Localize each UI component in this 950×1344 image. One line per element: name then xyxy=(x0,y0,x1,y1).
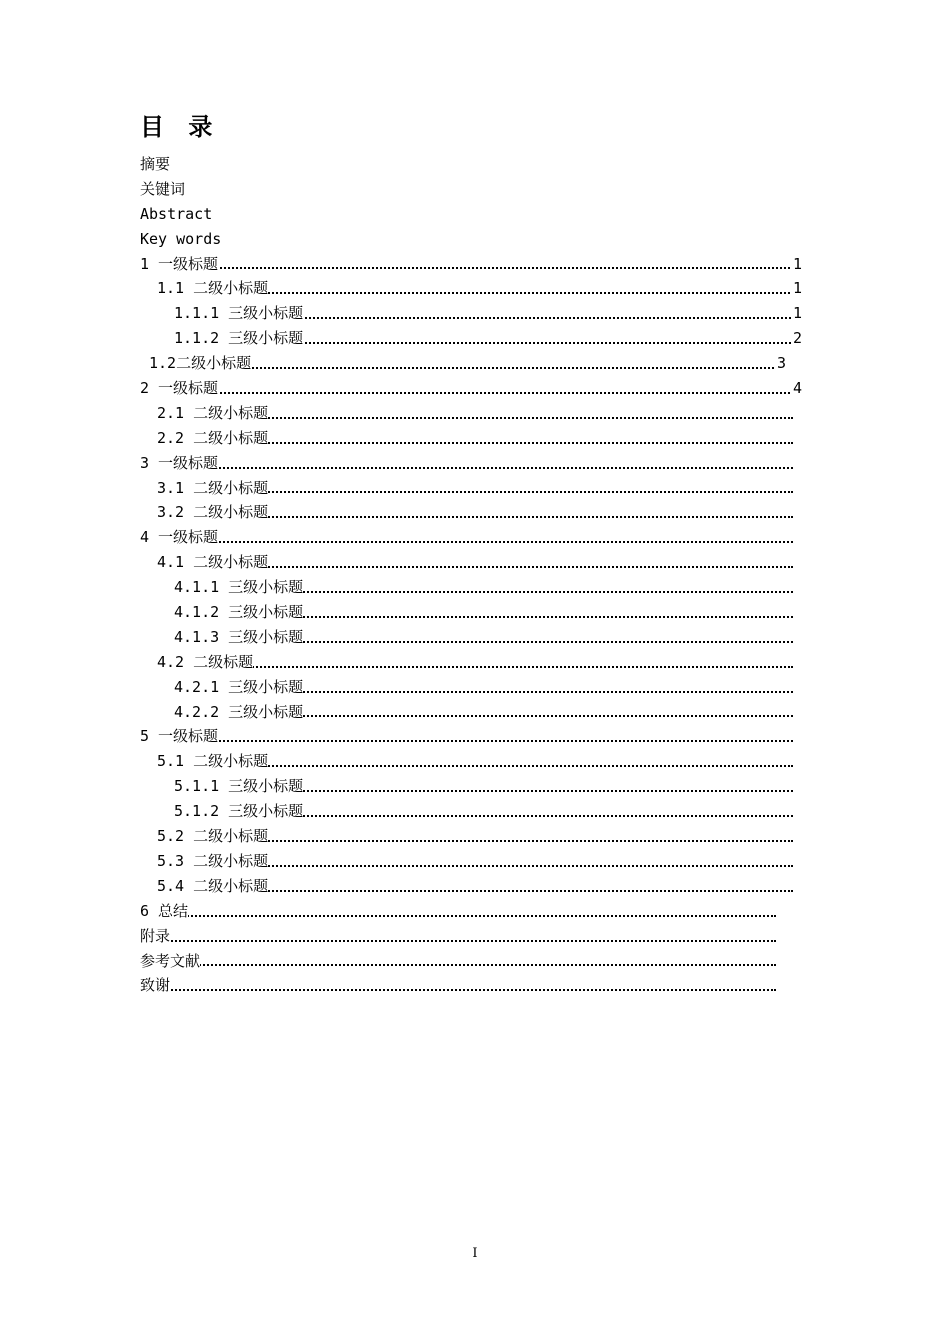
toc-entry-appendix[interactable] xyxy=(140,924,776,949)
toc-entry-1-2[interactable] xyxy=(140,351,786,376)
toc-entry-2[interactable] xyxy=(140,376,802,401)
toc-entry-1-1-1[interactable] xyxy=(140,301,802,326)
toc-entry-label: 1 一级标题 xyxy=(140,254,219,273)
toc-entry-label: 4 一级标题 xyxy=(140,528,219,547)
toc-entry-1-1-2[interactable] xyxy=(140,326,802,351)
toc-entry-label: 4.2.2 三级小标题 xyxy=(174,702,304,721)
toc-entry-2-1[interactable] xyxy=(140,401,793,426)
toc-page-number: 2 xyxy=(792,326,802,351)
toc-entry-label: 4.1.1 三级小标题 xyxy=(174,578,304,597)
toc-entry-label: 1.1.2 三级小标题 xyxy=(174,329,304,348)
toc-entry-keywords-en[interactable] xyxy=(140,227,820,252)
toc-entry-label: 5.3 二级小标题 xyxy=(157,851,269,870)
toc-entry-label: Abstract xyxy=(140,204,213,223)
toc-entry-label: 5.2 二级小标题 xyxy=(157,827,269,846)
toc-entry-6[interactable] xyxy=(140,899,776,924)
toc-entry-label: 关键词 xyxy=(140,179,186,198)
dot-leader xyxy=(140,740,793,742)
dot-leader xyxy=(140,940,776,942)
dot-leader xyxy=(140,915,776,917)
toc-entry-label: 2.1 二级小标题 xyxy=(157,403,269,422)
toc-entry-label: 2.2 二级小标题 xyxy=(157,428,269,447)
toc-entry-label: 3 一级标题 xyxy=(140,453,219,472)
toc-entry-label: Key words xyxy=(140,229,222,248)
toc-entry-references[interactable] xyxy=(140,949,776,974)
toc-entry-label: 摘要 xyxy=(140,155,171,173)
toc-entry-3[interactable] xyxy=(140,451,793,476)
toc-entry-4-1-3[interactable] xyxy=(140,625,793,650)
toc-entry-label: 4.2.1 三级小标题 xyxy=(174,677,304,696)
dot-leader xyxy=(140,541,793,543)
toc-entry-label: 1.1.1 三级小标题 xyxy=(174,304,304,323)
toc-entry-label: 参考文献 xyxy=(140,951,201,970)
toc-entry-4-1-1[interactable] xyxy=(140,575,793,600)
toc-entry-label: 2 一级标题 xyxy=(140,379,219,398)
toc-entry-label: 5.4 二级小标题 xyxy=(157,876,269,895)
toc-entry-label: 5.1.1 三级小标题 xyxy=(174,777,304,796)
toc-entry-5-2[interactable] xyxy=(140,824,793,849)
toc-entry-abstract-cn[interactable] xyxy=(140,152,820,177)
dot-leader xyxy=(140,267,794,269)
toc-entry-label: 5.1.2 三级小标题 xyxy=(174,802,304,821)
toc-entry-label: 3.1 二级小标题 xyxy=(157,478,269,497)
dot-leader xyxy=(140,989,776,991)
toc-entry-label: 4.1.3 三级小标题 xyxy=(174,627,304,646)
toc-entry-5-1[interactable] xyxy=(140,749,793,774)
toc-entry-4-2[interactable] xyxy=(140,650,793,675)
toc-entry-4-1-2[interactable] xyxy=(140,600,793,625)
toc-entry-5-1-1[interactable] xyxy=(140,774,793,799)
toc-entry-label: 4.2 二级标题 xyxy=(157,652,254,671)
toc-entry-label: 4.1.2 三级小标题 xyxy=(174,603,304,622)
toc-entry-label: 6 总结 xyxy=(140,901,189,920)
toc-entry-label: 3.2 二级小标题 xyxy=(157,503,269,522)
dot-leader xyxy=(140,964,776,966)
toc-entry-abstract-en[interactable] xyxy=(140,202,820,227)
toc-entry-label: 致谢 xyxy=(140,976,171,995)
toc-entry-label: 1.1 二级小标题 xyxy=(157,279,269,298)
toc-list xyxy=(140,152,820,998)
toc-entry-3-2[interactable] xyxy=(140,500,793,525)
toc-entry-1-1[interactable] xyxy=(140,276,802,301)
dot-leader xyxy=(140,392,794,394)
toc-entry-label: 5.1 二级小标题 xyxy=(157,752,269,771)
toc-entry-4[interactable] xyxy=(140,525,793,550)
toc-entry-acknowledgements[interactable] xyxy=(140,973,776,998)
footer-page-number: I xyxy=(472,1246,478,1261)
toc-entry-label: 5 一级标题 xyxy=(140,727,219,746)
toc-entry-3-1[interactable] xyxy=(140,476,793,501)
toc-entry-5-3[interactable] xyxy=(140,849,793,874)
toc-title: 目 录 xyxy=(140,113,221,141)
toc-page-number: 1 xyxy=(792,301,802,326)
toc-entry-5[interactable] xyxy=(140,724,793,749)
toc-page-number: 1 xyxy=(792,252,802,277)
toc-entry-4-1[interactable] xyxy=(140,550,793,575)
toc-entry-1[interactable] xyxy=(140,252,802,277)
toc-entry-4-2-2[interactable] xyxy=(140,700,793,725)
toc-entry-label: 1.2二级小标题 xyxy=(149,354,252,373)
toc-page-number: 4 xyxy=(792,376,802,401)
toc-entry-keywords-cn[interactable] xyxy=(140,177,820,202)
toc-entry-4-2-1[interactable] xyxy=(140,675,793,700)
toc-entry-2-2[interactable] xyxy=(140,426,793,451)
toc-entry-label: 附录 xyxy=(140,926,171,945)
dot-leader xyxy=(140,467,793,469)
toc-entry-5-4[interactable] xyxy=(140,874,793,899)
toc-entry-label: 4.1 二级小标题 xyxy=(157,553,269,572)
toc-entry-5-1-2[interactable] xyxy=(140,799,793,824)
toc-page-number: 3 xyxy=(776,351,786,376)
toc-page-number: 1 xyxy=(792,276,802,301)
